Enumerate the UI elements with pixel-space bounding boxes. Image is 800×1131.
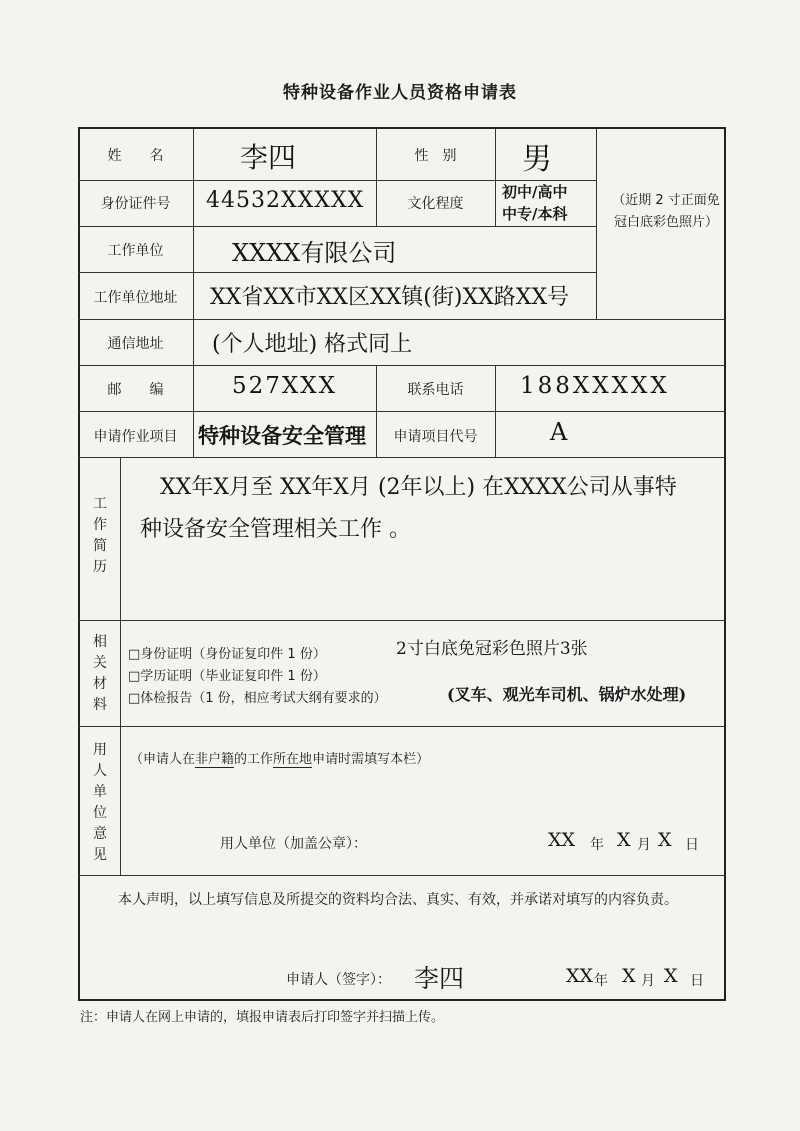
- materials-medical-report[interactable]: □体检报告（1 份，相应考试大纲有要求的）: [128, 691, 387, 706]
- work-unit-address-label: 工作单位地址: [93, 290, 178, 306]
- col-line: [596, 129, 597, 319]
- row-line: [78, 457, 726, 458]
- signature-label: 申请人（签字）：: [286, 972, 391, 988]
- employer-year-value[interactable]: XX: [548, 829, 576, 851]
- postal-code-value[interactable]: 527XXX: [232, 373, 338, 399]
- phone-value[interactable]: 188XXXXX: [520, 373, 670, 399]
- item-code-label: 申请项目代号: [393, 429, 478, 445]
- materials-id-proof[interactable]: □身份证明（身份证复印件 1 份）: [128, 647, 326, 662]
- employer-month-value[interactable]: X: [617, 829, 631, 851]
- employer-day-label: 日: [685, 837, 699, 853]
- col-line: [120, 457, 121, 875]
- item-code-value[interactable]: A: [550, 418, 568, 446]
- form-title: 特种设备作业人员资格申请表: [283, 83, 517, 103]
- employer-year-label: 年: [590, 837, 604, 853]
- row-line: [78, 272, 597, 273]
- employer-month-label: 月: [637, 837, 651, 853]
- work-history-line1[interactable]: XX年X月至 XX年X月 (2年以上) 在XXXX公司从事特: [160, 475, 677, 500]
- sign-month-label: 月: [641, 973, 655, 989]
- work-history-label: 工作简历: [93, 496, 107, 575]
- education-value-line2[interactable]: 中专/本科: [502, 205, 568, 223]
- education-value-line1[interactable]: 初中/高中: [502, 183, 568, 201]
- gender-label: 性 别: [414, 148, 457, 164]
- sign-day-label: 日: [690, 973, 704, 989]
- row-line: [78, 226, 597, 227]
- row-line: [78, 411, 726, 412]
- education-label: 文化程度: [407, 196, 464, 212]
- work-unit-label: 工作单位: [107, 243, 164, 259]
- sign-day-value[interactable]: X: [664, 965, 678, 987]
- declaration-text: 本人声明，以上填写信息及所提交的资料均合法、真实、有效，并承诺对填写的内容负责。: [118, 892, 678, 908]
- row-line: [78, 726, 726, 727]
- employer-seal-label: 用人单位（加盖公章）：: [220, 836, 367, 852]
- postal-code-label: 邮 编: [107, 382, 164, 398]
- materials-education-proof[interactable]: □学历证明（毕业证复印件 1 份）: [128, 669, 326, 684]
- sign-month-value[interactable]: X: [622, 965, 636, 987]
- row-line: [78, 365, 726, 366]
- mail-address-label: 通信地址: [107, 336, 164, 352]
- photo-placeholder-note[interactable]: （近期 2 寸正面免冠白底彩色照片）: [612, 193, 720, 230]
- employer-day-value[interactable]: X: [658, 829, 672, 851]
- col-line: [495, 365, 496, 457]
- signature-value[interactable]: 李四: [414, 964, 465, 993]
- gender-value[interactable]: 男: [522, 142, 552, 177]
- col-line: [193, 129, 194, 457]
- row-line: [78, 319, 726, 320]
- work-unit-address-value[interactable]: XX省XX市XX区XX镇(街)XX路XX号: [210, 285, 570, 310]
- employer-opinion-label: 用人单位意见: [93, 742, 107, 863]
- name-label: 姓 名: [107, 148, 164, 164]
- row-line: [78, 875, 726, 876]
- col-line: [495, 129, 496, 227]
- apply-item-value[interactable]: 特种设备安全管理: [198, 423, 366, 448]
- materials-handwritten-extra[interactable]: (叉车、观光车司机、锅炉水处理): [447, 685, 687, 704]
- employer-note: （申请人在非户籍的工作所在地申请时需填写本栏）: [130, 752, 430, 767]
- footnote: 注：申请人在网上申请的，填报申请表后打印签字并扫描上传。: [80, 1010, 445, 1025]
- id-number-label: 身份证件号: [100, 196, 171, 212]
- row-line: [78, 620, 726, 621]
- mail-address-value[interactable]: (个人地址) 格式同上: [212, 332, 413, 357]
- work-history-line2[interactable]: 种设备安全管理相关工作 。: [140, 517, 411, 542]
- id-number-value[interactable]: 44532XXXXX: [206, 188, 365, 213]
- apply-item-label: 申请作业项目: [93, 429, 178, 445]
- materials-handwritten-note[interactable]: 2寸白底免冠彩色照片3张: [396, 639, 588, 659]
- work-unit-value[interactable]: XXXX有限公司: [232, 239, 397, 267]
- name-value[interactable]: 李四: [240, 141, 297, 174]
- sign-year-label: 年: [594, 973, 608, 989]
- phone-label: 联系电话: [407, 382, 464, 398]
- sign-year-value[interactable]: XX: [566, 965, 594, 987]
- materials-label: 相关材料: [93, 634, 107, 713]
